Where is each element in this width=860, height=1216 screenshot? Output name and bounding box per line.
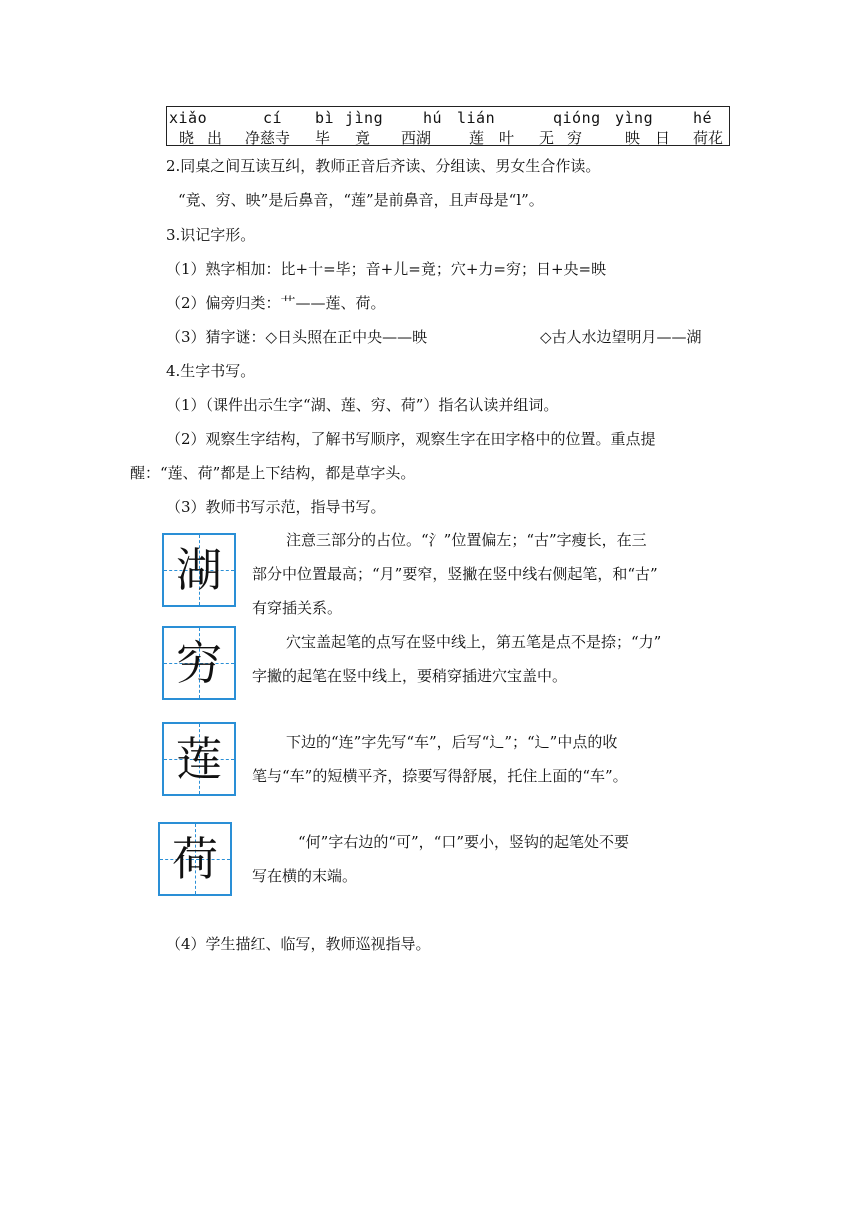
hanzi: 日	[655, 129, 671, 147]
tianzige-grid	[162, 626, 236, 700]
step-4-item-3: （3）教师书写示范，指导书写。	[166, 498, 386, 516]
step-3-item-1: （1）熟字相加：比+十=毕；音+儿=竟；穴+力=穷；日+央=映	[166, 260, 607, 278]
char-note-line: 笔与“车”的短横平齐，捺要写得舒展，托住上面的“车”。	[252, 767, 628, 785]
pinyin: jìng	[345, 109, 384, 127]
step-4-item-2-cont: 醒：“莲、荷”都是上下结构，都是草字头。	[130, 464, 416, 482]
hanzi: 无	[539, 129, 555, 147]
step-4-item-1: （1）（课件出示生字“湖、莲、穷、荷”）指名认读并组词。	[166, 396, 559, 414]
hanzi: 叶	[499, 129, 515, 147]
nasal-note: “竟、穷、映”是后鼻音，“莲”是前鼻音，且声母是“l”。	[178, 191, 544, 209]
pinyin: hé	[693, 109, 713, 127]
char-note-line: 部分中位置最高；“月”要窄，竖撇在竖中线右侧起笔，和“古”	[252, 565, 658, 583]
character: 湖	[176, 543, 222, 597]
character: 穷	[176, 636, 222, 690]
hanzi: 出	[207, 129, 223, 147]
char-note-line: 下边的“连”字先写“车”，后写“辶”；“辶”中点的收	[286, 733, 618, 751]
pinyin: xiǎo	[169, 109, 208, 127]
step-3-heading: 3.识记字形。	[166, 226, 256, 244]
hanzi: 映	[625, 129, 641, 147]
tianzige-grid	[162, 722, 236, 796]
char-note-line: 有穿插关系。	[252, 599, 343, 617]
pinyin: qióng	[553, 109, 601, 127]
hanzi: 毕	[315, 129, 331, 147]
char-note-line: 字撇的起笔在竖中线上，要稍穿插进穴宝盖中。	[252, 667, 568, 685]
step-4-item-2: （2）观察生字结构，了解书写顺序，观察生字在田字格中的位置。重点提	[166, 430, 656, 448]
hanzi: 穷	[567, 129, 583, 147]
step-2: 2.同桌之间互读互纠，教师正音后齐读、分组读、男女生合作读。	[166, 157, 601, 175]
pinyin: hú	[423, 109, 443, 127]
character: 莲	[176, 732, 222, 786]
step-3-item-3: （3）猜字谜：◇日头照在正中央——映	[166, 328, 428, 346]
step-4-item-4: （4）学生描红、临写，教师巡视指导。	[166, 935, 431, 953]
hanzi: 荷花	[693, 129, 724, 147]
pinyin-table	[166, 106, 730, 146]
char-note-line: “何”字右边的“可”，“口”要小，竖钩的起笔处不要	[298, 833, 630, 851]
character: 荷	[172, 832, 218, 886]
step-3-item-3-riddle-2: ◇古人水边望明月——湖	[540, 328, 702, 346]
step-3-item-2: （2）偏旁归类：艹——莲、荷。	[166, 294, 386, 312]
hanzi: 竟	[355, 129, 371, 147]
char-note-line: 写在横的末端。	[252, 867, 358, 885]
pinyin: lián	[457, 109, 496, 127]
pinyin: bì	[315, 109, 335, 127]
tianzige-grid	[162, 533, 236, 607]
hanzi: 西湖	[401, 129, 432, 147]
tianzige-grid	[158, 822, 232, 896]
step-4-heading: 4.生字书写。	[166, 362, 256, 380]
hanzi: 净慈寺	[245, 129, 291, 147]
hanzi: 晓	[179, 129, 195, 147]
char-note-line: 穴宝盖起笔的点写在竖中线上，第五笔是点不是捺；“力”	[286, 633, 662, 651]
pinyin: cí	[263, 109, 283, 127]
hanzi: 莲	[469, 129, 485, 147]
pinyin: yìng	[615, 109, 654, 127]
char-note-line: 注意三部分的占位。“氵”位置偏左；“古”字瘦长，在三	[286, 531, 647, 549]
